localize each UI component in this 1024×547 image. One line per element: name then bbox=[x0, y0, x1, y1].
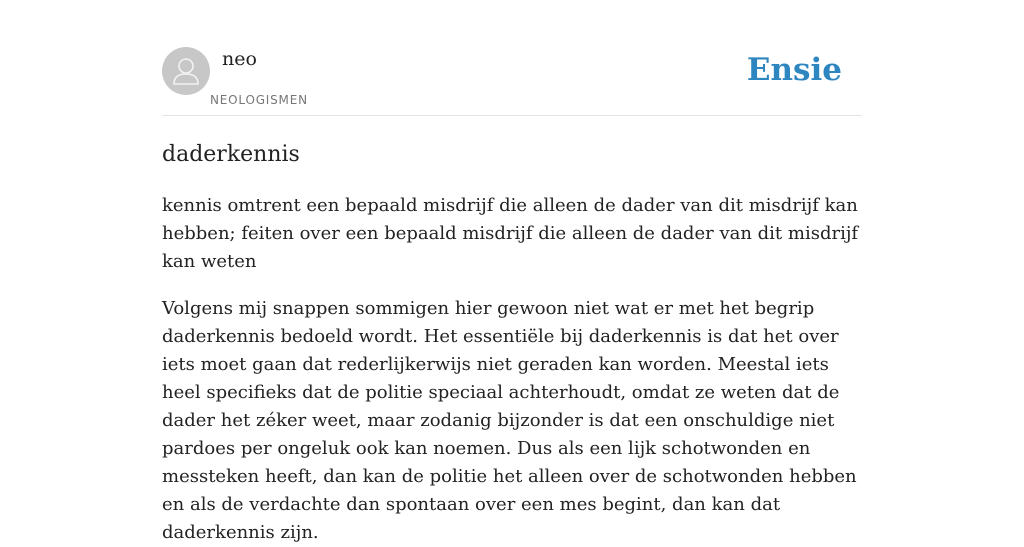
author-name[interactable]: neo bbox=[222, 48, 257, 70]
ensie-logo[interactable]: Ensie bbox=[746, 52, 842, 88]
entry-definition: kennis omtrent een bepaald misdrijf die alleen de dader van dit misdrijf kan hebben; feiten over een bepaald misdrijf die alleen de dader van dit misdrijf kan weten bbox=[162, 195, 859, 272]
entry-header bbox=[162, 47, 862, 116]
category-label[interactable]: NEOLOGISMEN bbox=[210, 93, 308, 107]
entry-example: Volgens mij snappen sommigen hier gewoon niet wat er met het begrip daderkennis bedoeld wordt. Het essentiële bij daderkennis is dat het over iets moet gaan dat rederlijkerwijs niet geraden kan worden. Meestal iets heel specifieks dat de politie speciaal achterhoudt, omdat ze weten dat de dader het zéker weet, maar zodanig bijzonder is dat een onschuldige niet pardoes per ongeluk ook kan noemen. Dus als een lijk schotwonden en messteken heeft, dan kan de politie het alleen over de schotwonden hebben en als de verdachte dan spontaan over een mes begint, dan kan dat daderkennis zijn. bbox=[162, 298, 857, 543]
entry-term: daderkennis bbox=[162, 142, 300, 167]
user-avatar-icon[interactable] bbox=[162, 47, 210, 95]
entry-page bbox=[162, 0, 862, 547]
